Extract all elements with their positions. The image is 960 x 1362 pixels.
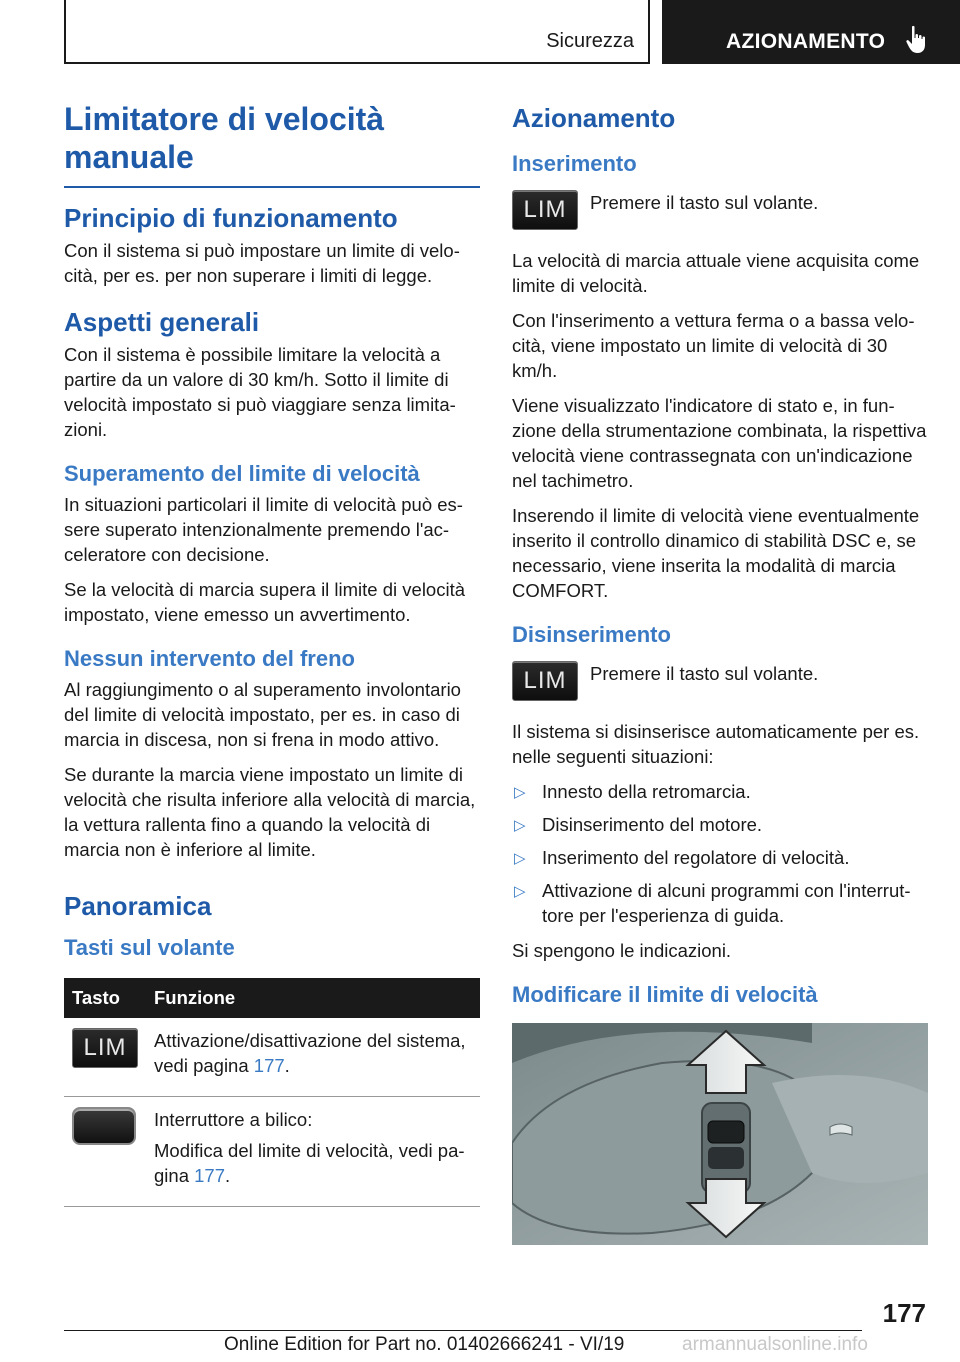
heading-tasti-volante: Tasti sul volante <box>64 935 235 960</box>
buttons-table <box>64 978 480 1207</box>
table-row-text: Attivazione/disattivazione del sistema, vedi pagina 177. <box>154 1030 466 1076</box>
table-row <box>64 1018 480 1097</box>
heading-disinserimento: Disinserimento <box>512 622 671 647</box>
header-chapter-tab[interactable] <box>662 0 960 64</box>
inserimento-p1: La velocità di marcia attuale viene acquisita come limite di velocità. <box>512 250 920 296</box>
disinserimento-p2: Si spengono le indicazioni. <box>512 940 732 961</box>
list-item: ▷ Disinserimento del motore. <box>512 812 930 837</box>
lim-button-icon: LIM <box>512 661 578 701</box>
table-header-row <box>64 978 480 1018</box>
table-header-tasto: Tasto <box>64 978 146 1018</box>
inserimento-p4: Inserendo il limite di velocità viene eventualmente inserito il controllo dinamico di stabilità DSC e, se necessario, viene inserita la modalità di marcia COMFORT. <box>512 505 920 601</box>
triangle-bullet-icon: ▷ <box>514 817 526 834</box>
triangle-bullet-icon: ▷ <box>514 883 526 900</box>
aspetti-text: Con il sistema è possibile limitare la velocità a partire da un valore di 30 km/h. Sotto il limite di velocità impostato si può viaggiare senza limitazioni. <box>64 344 456 440</box>
heading-freno: Nessun intervento del freno <box>64 646 355 671</box>
footer-rule <box>64 1330 862 1331</box>
footer-edition: Online Edition for Part no. 01402666241 - VI/19 <box>224 1334 625 1355</box>
page-title-line1: Limitatore di velocità <box>64 101 385 137</box>
freno-p2: Se durante la marcia viene impostato un limite di velocità che risulta inferiore alla velocità di marcia, la vettura rallenta fino a quando la velocità di marcia non è inferiore al limite. <box>64 764 476 860</box>
list-item: ▷ Innesto della retromarcia. <box>512 779 930 804</box>
heading-panoramica: Panoramica <box>64 891 212 921</box>
lim-button-icon: LIM <box>512 190 578 230</box>
principio-text: Con il sistema si può impostare un limite di velocità, per es. per non superare i limiti di legge. <box>64 240 460 286</box>
heading-modificare: Modificare il limite di velocità <box>512 982 818 1007</box>
disinserimento-button-text: Premere il tasto sul volante. <box>590 663 819 684</box>
heading-inserimento: Inserimento <box>512 151 637 176</box>
left-column <box>64 100 480 1207</box>
table-row <box>64 1097 480 1207</box>
disinserimento-button-row <box>512 661 930 701</box>
page-ref-link[interactable]: 177 <box>253 1055 285 1076</box>
triangle-bullet-icon: ▷ <box>514 784 526 801</box>
triangle-bullet-icon: ▷ <box>514 850 526 867</box>
heading-azionamento: Azionamento <box>512 103 676 133</box>
list-item: ▷ Attivazione di alcuni programmi con l'interruttore per l'esperienza di guida. <box>514 880 911 926</box>
inserimento-p3: Viene visualizzato l'indicatore di stato e, in funzione della strumentazione combinata, la rispettiva velocità viene contrassegnata con un'indicazione nel tachimetro. <box>512 395 927 491</box>
table-row-text-b: Modifica del limite di velocità, vedi pagina 177. <box>154 1140 465 1186</box>
page-title <box>64 100 480 176</box>
page-ref-link[interactable]: 177 <box>194 1165 225 1186</box>
superamento-p1: In situazioni particolari il limite di velocità può essere superato intenzionalmente premendo l'acceleratore con decisione. <box>64 494 463 565</box>
page-title-line2: manuale <box>64 139 194 175</box>
disinserimento-p1: Il sistema si disinserisce automaticamente per es. nelle seguenti situazioni: <box>512 721 920 767</box>
rocker-switch-icon <box>72 1107 136 1145</box>
inserimento-p2: Con l'inserimento a vettura ferma o a bassa velocità, viene impostato un limite di velocità di 30 km/h. <box>512 310 915 381</box>
freno-p1: Al raggiungimento o al superamento involontario del limite di velocità impostato, per es. in caso di marcia in discesa, non si frena in modo attivo. <box>64 679 461 750</box>
disinserimento-list <box>512 779 930 928</box>
lim-button-icon: LIM <box>72 1028 138 1068</box>
inserimento-button-row <box>512 190 930 230</box>
header-bottom-rule <box>64 62 650 64</box>
header-left-rule <box>64 0 66 64</box>
inserimento-button-text: Premere il tasto sul volante. <box>590 192 819 213</box>
header-separator <box>648 0 650 64</box>
table-row-text-a: Interruttore a bilico: <box>154 1109 313 1130</box>
heading-principio: Principio di funzionamento <box>64 203 398 233</box>
footer-watermark: armannualsonline.info <box>682 1334 868 1355</box>
heading-superamento: Superamento del limite di velocità <box>64 461 420 486</box>
table-header-funzione: Funzione <box>146 978 480 1018</box>
header-section-label: Sicurezza <box>546 30 634 52</box>
steering-wheel-illustration <box>512 1023 928 1245</box>
list-item: ▷ Inserimento del regolatore di velocità. <box>512 845 930 870</box>
header-chapter-label: AZIONAMENTO <box>726 30 886 53</box>
right-column <box>512 100 930 1245</box>
hand-pointer-icon <box>905 25 929 60</box>
title-rule <box>64 186 480 188</box>
heading-aspetti: Aspetti generali <box>64 307 260 337</box>
page-number: 177 <box>882 1298 926 1328</box>
superamento-p2: Se la velocità di marcia supera il limite di velocità impostato, viene emesso un avvertimento. <box>64 579 466 625</box>
